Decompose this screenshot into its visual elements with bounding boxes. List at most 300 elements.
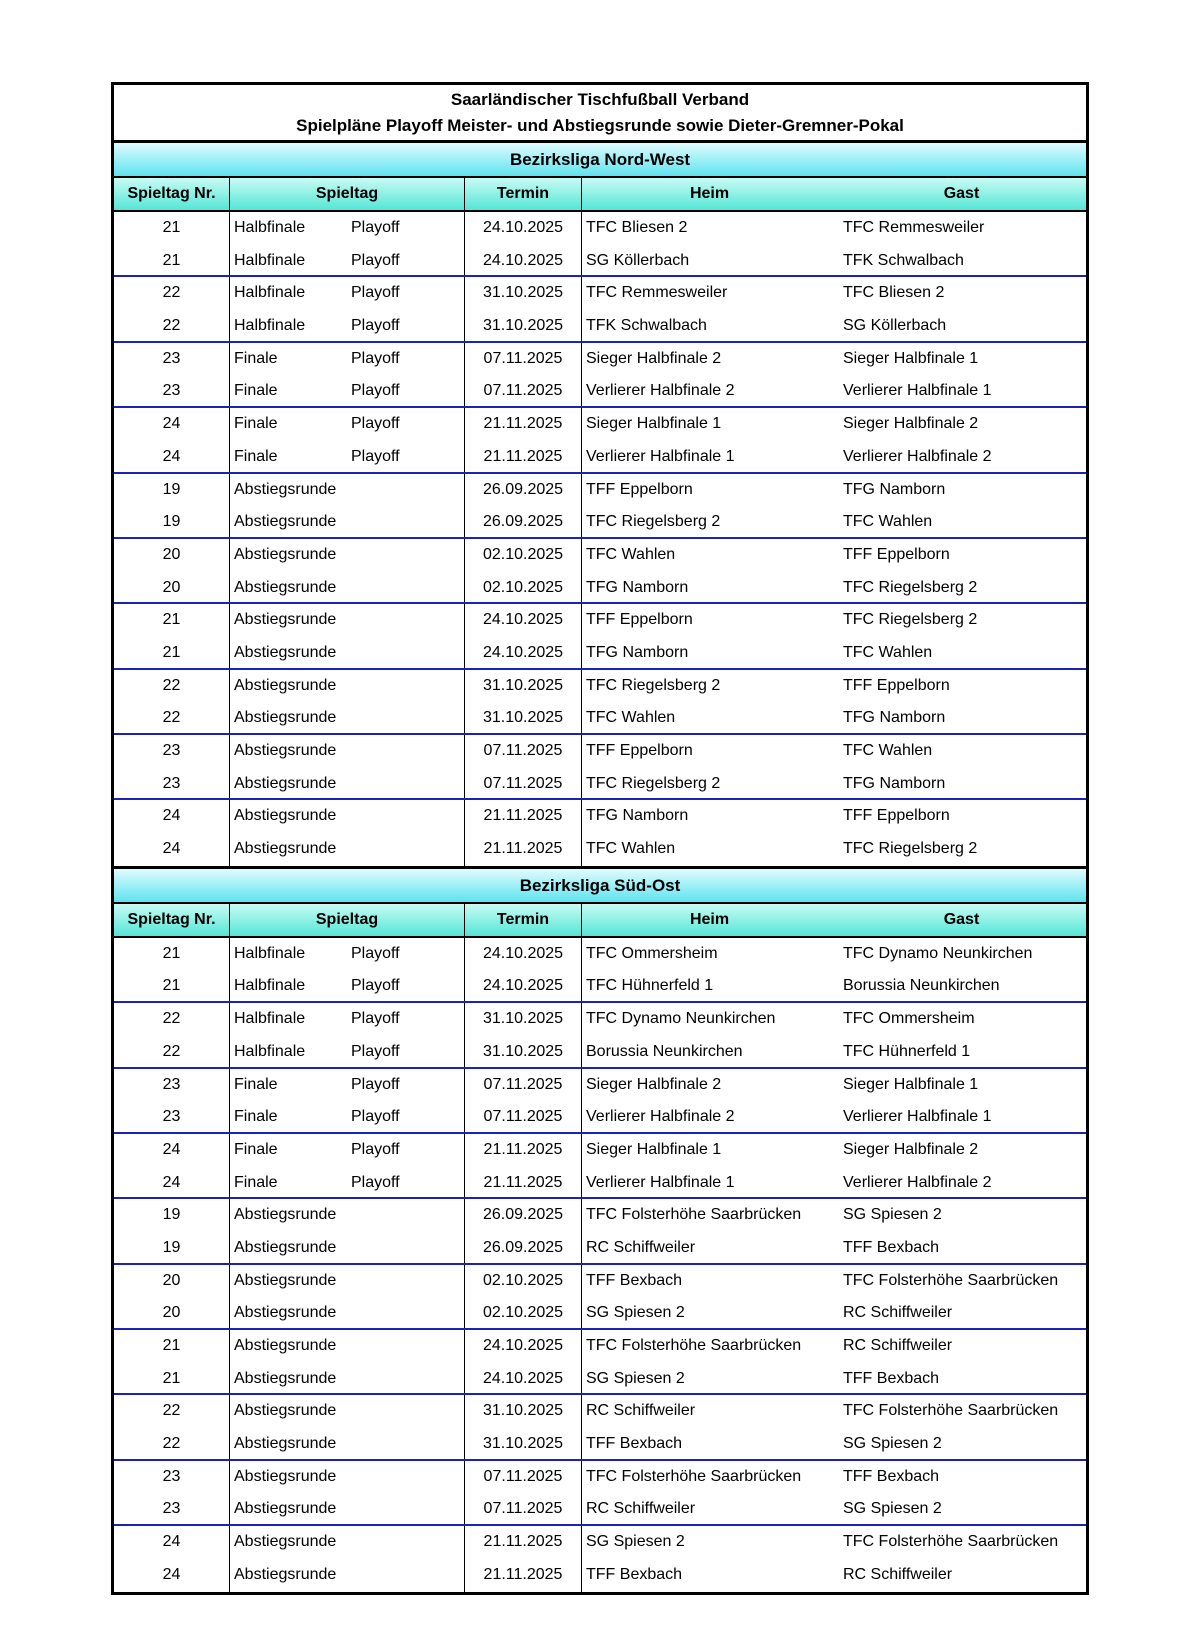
cell-termin: 21.11.2025 [465, 1526, 582, 1559]
cell-runde: Abstiegsrunde [234, 774, 337, 792]
cell-gast: TFF Eppelborn [843, 807, 950, 825]
cell-runde: Finale [234, 1140, 278, 1158]
cell-gast: Verlierer Halbfinale 2 [843, 1173, 992, 1191]
cell-termin: 26.09.2025 [465, 1232, 582, 1263]
table-row [114, 938, 1086, 971]
cell-typ: Playoff [351, 284, 400, 302]
cell-runde: Abstiegsrunde [234, 513, 337, 531]
cell-gast: SG Spiesen 2 [843, 1435, 942, 1453]
cell-spieltag [230, 637, 465, 668]
cell-spieltag [230, 1134, 465, 1167]
cell-runde: Halbfinale [234, 284, 306, 302]
cell-spieltag-nr: 22 [114, 1428, 230, 1459]
cell-termin: 21.11.2025 [465, 1167, 582, 1198]
table-row [114, 833, 1086, 866]
cell-runde: Abstiegsrunde [234, 1369, 337, 1387]
cell-termin: 24.10.2025 [465, 212, 582, 245]
table-row [114, 604, 1086, 637]
cell-heim: TFC Folsterhöhe Saarbrücken [586, 1467, 802, 1485]
cell-termin: 31.10.2025 [465, 310, 582, 341]
cell-gast: TFC Dynamo Neunkirchen [843, 944, 1033, 962]
cell-spieltag-nr: 23 [114, 1101, 230, 1132]
cell-runde: Finale [234, 382, 278, 400]
cell-typ: Playoff [351, 415, 400, 433]
cell-heim: TFF Bexbach [586, 1435, 683, 1453]
cell-spieltag [230, 938, 465, 971]
column-header-termin: Termin [465, 904, 582, 936]
cell-typ: Playoff [351, 1042, 400, 1060]
cell-spieltag-nr: 22 [114, 670, 230, 703]
column-header-spieltag-nr: Spieltag Nr. [114, 904, 230, 936]
cell-heim: RC Schiffweiler [586, 1402, 696, 1420]
cell-gast: TFC Wahlen [843, 513, 933, 531]
cell-typ: Playoff [351, 1140, 400, 1158]
column-header-row [114, 178, 1086, 212]
table-row [114, 1461, 1086, 1494]
cell-runde: Abstiegsrunde [234, 1533, 337, 1551]
cell-gast: RC Schiffweiler [843, 1337, 953, 1354]
cell-termin: 31.10.2025 [465, 1003, 582, 1036]
cell-spieltag [230, 1003, 465, 1036]
cell-heim: TFC Wahlen [586, 545, 676, 563]
cell-runde: Abstiegsrunde [234, 840, 337, 858]
cell-termin: 02.10.2025 [465, 1297, 582, 1328]
cell-runde: Halbfinale [234, 944, 306, 962]
table-row [114, 245, 1086, 278]
cell-termin: 24.10.2025 [465, 604, 582, 637]
cell-spieltag-nr: 23 [114, 1069, 230, 1102]
cell-heim: Sieger Halbfinale 2 [586, 1075, 722, 1093]
cell-heim: SG Spiesen 2 [586, 1304, 685, 1322]
cell-spieltag [230, 735, 465, 768]
cell-runde: Abstiegsrunde [234, 578, 337, 596]
cell-heim: Sieger Halbfinale 2 [586, 349, 722, 367]
cell-termin: 31.10.2025 [465, 1036, 582, 1067]
table-row [114, 1036, 1086, 1069]
cell-gast: TFG Namborn [843, 774, 946, 792]
cell-termin: 07.11.2025 [465, 1069, 582, 1102]
cell-runde: Abstiegsrunde [234, 807, 337, 825]
cell-termin: 26.09.2025 [465, 1199, 582, 1232]
cell-spieltag-nr: 19 [114, 506, 230, 537]
table-row [114, 474, 1086, 507]
cell-spieltag-nr: 24 [114, 1559, 230, 1592]
table-row [114, 1101, 1086, 1134]
cell-gast: TFF Bexbach [843, 1238, 940, 1256]
cell-heim: Verlierer Halbfinale 1 [586, 1173, 735, 1191]
cell-heim: TFK Schwalbach [586, 317, 707, 335]
cell-runde: Finale [234, 1108, 278, 1126]
cell-spieltag-nr: 21 [114, 1363, 230, 1394]
section-title: Bezirksliga Süd-Ost [114, 866, 1086, 904]
cell-heim: TFF Eppelborn [586, 480, 693, 498]
cell-spieltag-nr: 21 [114, 604, 230, 637]
cell-typ: Playoff [351, 1010, 400, 1028]
table-row [114, 1134, 1086, 1167]
cell-typ: Playoff [351, 251, 400, 269]
cell-runde: Abstiegsrunde [234, 643, 337, 661]
cell-runde: Halbfinale [234, 251, 306, 269]
cell-spieltag [230, 1199, 465, 1232]
table-row [114, 1559, 1086, 1592]
cell-termin: 07.11.2025 [465, 735, 582, 768]
table-row [114, 970, 1086, 1003]
column-header-spieltag-nr: Spieltag Nr. [114, 178, 230, 210]
cell-gast: TFG Namborn [843, 709, 946, 727]
cell-gast: TFC Riegelsberg 2 [843, 840, 978, 858]
cell-gast: SG Spiesen 2 [843, 1500, 942, 1518]
cell-spieltag-nr: 23 [114, 1493, 230, 1524]
cell-typ: Playoff [351, 944, 400, 962]
cell-spieltag-nr: 23 [114, 768, 230, 799]
cell-spieltag-nr: 24 [114, 1526, 230, 1559]
cell-runde: Abstiegsrunde [234, 545, 337, 563]
table-row [114, 343, 1086, 376]
table-row [114, 1395, 1086, 1428]
cell-runde: Halbfinale [234, 219, 306, 236]
cell-spieltag-nr: 24 [114, 441, 230, 472]
cell-gast: TFC Wahlen [843, 643, 933, 661]
cell-termin: 31.10.2025 [465, 670, 582, 703]
cell-runde: Abstiegsrunde [234, 742, 337, 759]
table-row [114, 212, 1086, 245]
cell-spieltag [230, 1526, 465, 1559]
cell-heim: Borussia Neunkirchen [586, 1042, 743, 1060]
table-row [114, 1363, 1086, 1396]
table-row [114, 1265, 1086, 1298]
cell-spieltag [230, 539, 465, 572]
cell-spieltag [230, 1363, 465, 1394]
document-title: Saarländischer Tischfußball Verband [450, 90, 750, 109]
cell-runde: Abstiegsrunde [234, 611, 337, 629]
cell-spieltag [230, 604, 465, 637]
column-header-heim: Heim [689, 185, 730, 202]
cell-termin: 02.10.2025 [465, 572, 582, 603]
cell-spieltag-nr: 21 [114, 938, 230, 971]
cell-termin: 07.11.2025 [465, 1461, 582, 1494]
cell-termin: 31.10.2025 [465, 1395, 582, 1428]
cell-spieltag [230, 1461, 465, 1494]
cell-spieltag-nr: 24 [114, 833, 230, 866]
cell-runde: Abstiegsrunde [234, 480, 337, 498]
cell-spieltag [230, 970, 465, 1001]
cell-heim: SG Köllerbach [586, 251, 690, 269]
cell-gast: SG Köllerbach [843, 317, 947, 335]
cell-heim: TFF Eppelborn [586, 611, 693, 629]
cell-gast: TFC Hühnerfeld 1 [843, 1042, 971, 1060]
cell-gast: TFC Bliesen 2 [843, 284, 945, 302]
cell-gast: Verlierer Halbfinale 2 [843, 447, 992, 465]
cell-termin: 02.10.2025 [465, 1265, 582, 1298]
cell-spieltag-nr: 24 [114, 800, 230, 833]
cell-termin: 07.11.2025 [465, 1101, 582, 1132]
cell-spieltag-nr: 19 [114, 1199, 230, 1232]
cell-heim: SG Spiesen 2 [586, 1533, 685, 1551]
cell-gast: TFK Schwalbach [843, 251, 964, 269]
cell-spieltag-nr: 22 [114, 702, 230, 733]
cell-spieltag-nr: 23 [114, 343, 230, 376]
table-row [114, 1232, 1086, 1265]
cell-gast: TFC Riegelsberg 2 [843, 611, 978, 629]
cell-runde: Finale [234, 415, 278, 433]
cell-runde: Abstiegsrunde [234, 1402, 337, 1420]
cell-spieltag-nr: 22 [114, 310, 230, 341]
cell-heim: TFG Namborn [586, 807, 689, 825]
cell-termin: 07.11.2025 [465, 343, 582, 376]
cell-spieltag-nr: 20 [114, 1297, 230, 1328]
cell-spieltag-nr: 21 [114, 245, 230, 276]
cell-heim: TFC Wahlen [586, 709, 676, 727]
column-header-spieltag: Spieltag [230, 178, 465, 210]
cell-spieltag [230, 1036, 465, 1067]
cell-runde: Abstiegsrunde [234, 1238, 337, 1256]
cell-gast: TFC Ommersheim [843, 1010, 975, 1028]
table-row [114, 572, 1086, 605]
cell-spieltag [230, 1069, 465, 1102]
table-row [114, 1199, 1086, 1232]
cell-spieltag [230, 441, 465, 472]
section-title: Bezirksliga Nord-West [114, 143, 1086, 178]
cell-spieltag-nr: 23 [114, 735, 230, 768]
cell-termin: 24.10.2025 [465, 1363, 582, 1394]
table-row [114, 1526, 1086, 1559]
cell-gast: TFF Bexbach [843, 1369, 940, 1387]
cell-heim: Verlierer Halbfinale 1 [586, 447, 735, 465]
table-row [114, 408, 1086, 441]
cell-spieltag-nr: 19 [114, 1232, 230, 1263]
cell-gast: Verlierer Halbfinale 1 [843, 1108, 992, 1126]
cell-runde: Finale [234, 1075, 278, 1093]
cell-spieltag [230, 768, 465, 799]
cell-gast: Sieger Halbfinale 1 [843, 1075, 979, 1093]
table-row [114, 735, 1086, 768]
cell-spieltag [230, 1493, 465, 1524]
cell-gast: TFC Folsterhöhe Saarbrücken [843, 1271, 1059, 1289]
cell-termin: 21.11.2025 [465, 800, 582, 833]
column-header-gast: Gast [943, 910, 980, 928]
cell-runde: Abstiegsrunde [234, 1206, 337, 1224]
cell-spieltag [230, 343, 465, 376]
cell-spieltag-nr: 20 [114, 572, 230, 603]
cell-termin: 31.10.2025 [465, 277, 582, 310]
table-row [114, 506, 1086, 539]
cell-typ: Playoff [351, 1173, 400, 1191]
cell-gast: TFG Namborn [843, 480, 946, 498]
cell-spieltag-nr: 23 [114, 375, 230, 406]
cell-heim: SG Spiesen 2 [586, 1369, 685, 1387]
cell-typ: Playoff [351, 382, 400, 400]
cell-termin: 21.11.2025 [465, 1134, 582, 1167]
title-block [114, 85, 1086, 143]
cell-runde: Abstiegsrunde [234, 1467, 337, 1485]
cell-runde: Finale [234, 1173, 278, 1191]
column-header-termin: Termin [465, 178, 582, 210]
table-row [114, 539, 1086, 572]
cell-heim: TFC Wahlen [586, 840, 676, 858]
table-row [114, 768, 1086, 801]
cell-termin: 21.11.2025 [465, 833, 582, 866]
cell-gast: Sieger Halbfinale 2 [843, 415, 979, 433]
cell-runde: Abstiegsrunde [234, 709, 337, 727]
cell-gast: TFC Folsterhöhe Saarbrücken [843, 1402, 1059, 1420]
cell-spieltag [230, 408, 465, 441]
column-header-row [114, 904, 1086, 938]
cell-typ: Playoff [351, 447, 400, 465]
cell-spieltag [230, 1330, 465, 1363]
table-row [114, 702, 1086, 735]
cell-runde: Halbfinale [234, 1010, 306, 1028]
cell-heim: TFC Bliesen 2 [586, 219, 688, 236]
cell-runde: Abstiegsrunde [234, 1304, 337, 1322]
column-header-spieltag: Spieltag [230, 904, 465, 936]
schedule-sheet [111, 82, 1089, 1595]
cell-spieltag [230, 1167, 465, 1198]
cell-spieltag-nr: 22 [114, 1036, 230, 1067]
cell-runde: Halbfinale [234, 317, 306, 335]
cell-heim: Verlierer Halbfinale 2 [586, 382, 735, 400]
cell-heim: Verlierer Halbfinale 2 [586, 1108, 735, 1126]
cell-spieltag [230, 1265, 465, 1298]
cell-spieltag-nr: 20 [114, 1265, 230, 1298]
cell-termin: 21.11.2025 [465, 408, 582, 441]
cell-heim: TFC Folsterhöhe Saarbrücken [586, 1206, 802, 1224]
cell-gast: Sieger Halbfinale 1 [843, 349, 979, 367]
cell-gast: TFF Eppelborn [843, 545, 950, 563]
table-row [114, 637, 1086, 670]
cell-termin: 02.10.2025 [465, 539, 582, 572]
cell-spieltag-nr: 21 [114, 970, 230, 1001]
column-header-gast: Gast [943, 185, 980, 202]
cell-gast: Sieger Halbfinale 2 [843, 1140, 979, 1158]
cell-gast: Verlierer Halbfinale 1 [843, 382, 992, 400]
cell-runde: Abstiegsrunde [234, 1337, 337, 1354]
cell-termin: 21.11.2025 [465, 1559, 582, 1592]
table-row [114, 1003, 1086, 1036]
cell-typ: Playoff [351, 977, 400, 995]
cell-heim: TFF Bexbach [586, 1271, 683, 1289]
table-row [114, 310, 1086, 343]
cell-heim: TFC Riegelsberg 2 [586, 676, 721, 694]
cell-spieltag [230, 1297, 465, 1328]
table-row [114, 1330, 1086, 1363]
cell-gast: TFC Remmesweiler [843, 219, 985, 236]
cell-termin: 21.11.2025 [465, 441, 582, 472]
cell-termin: 24.10.2025 [465, 1330, 582, 1363]
cell-spieltag-nr: 21 [114, 637, 230, 668]
cell-spieltag-nr: 21 [114, 1330, 230, 1363]
cell-heim: Sieger Halbfinale 1 [586, 415, 722, 433]
cell-gast: RC Schiffweiler [843, 1565, 953, 1583]
cell-heim: Sieger Halbfinale 1 [586, 1140, 722, 1158]
cell-spieltag [230, 702, 465, 733]
cell-spieltag [230, 1428, 465, 1459]
table-row [114, 375, 1086, 408]
cell-spieltag [230, 506, 465, 537]
table-row [114, 800, 1086, 833]
cell-heim: RC Schiffweiler [586, 1500, 696, 1518]
cell-heim: TFC Riegelsberg 2 [586, 774, 721, 792]
cell-termin: 07.11.2025 [465, 768, 582, 799]
cell-spieltag [230, 1101, 465, 1132]
cell-gast: SG Spiesen 2 [843, 1206, 942, 1224]
cell-spieltag-nr: 21 [114, 212, 230, 245]
cell-heim: TFC Remmesweiler [586, 284, 728, 302]
cell-runde: Abstiegsrunde [234, 676, 337, 694]
table-row [114, 441, 1086, 474]
cell-heim: TFG Namborn [586, 578, 689, 596]
cell-runde: Finale [234, 349, 278, 367]
cell-spieltag [230, 1559, 465, 1592]
cell-typ: Playoff [351, 1108, 400, 1126]
cell-termin: 07.11.2025 [465, 375, 582, 406]
cell-termin: 26.09.2025 [465, 474, 582, 507]
cell-spieltag [230, 833, 465, 866]
cell-spieltag [230, 245, 465, 276]
sections-container [114, 143, 1086, 1592]
cell-spieltag-nr: 24 [114, 1167, 230, 1198]
cell-runde: Abstiegsrunde [234, 1500, 337, 1518]
cell-spieltag [230, 375, 465, 406]
column-header-heim: Heim [689, 910, 730, 928]
cell-gast: TFC Folsterhöhe Saarbrücken [843, 1533, 1059, 1551]
table-row [114, 670, 1086, 703]
cell-runde: Halbfinale [234, 1042, 306, 1060]
cell-termin: 24.10.2025 [465, 970, 582, 1001]
cell-heim: RC Schiffweiler [586, 1238, 696, 1256]
cell-spieltag-nr: 24 [114, 1134, 230, 1167]
table-row [114, 1428, 1086, 1461]
cell-heim: TFC Riegelsberg 2 [586, 513, 721, 531]
cell-runde: Abstiegsrunde [234, 1271, 337, 1289]
cell-typ: Playoff [351, 317, 400, 335]
cell-heim: TFC Ommersheim [586, 944, 718, 962]
cell-runde: Abstiegsrunde [234, 1435, 337, 1453]
cell-runde: Finale [234, 447, 278, 465]
cell-spieltag-nr: 20 [114, 539, 230, 572]
document-subtitle: Spielpläne Playoff Meister- und Abstiegsrunde sowie Dieter-Gremner-Pokal [296, 116, 904, 135]
cell-typ: Playoff [351, 349, 400, 367]
cell-gast: TFF Eppelborn [843, 676, 950, 694]
cell-spieltag [230, 474, 465, 507]
cell-runde: Halbfinale [234, 977, 306, 995]
cell-termin: 31.10.2025 [465, 1428, 582, 1459]
cell-spieltag [230, 572, 465, 603]
cell-spieltag-nr: 22 [114, 1395, 230, 1428]
cell-spieltag [230, 212, 465, 245]
cell-gast: TFC Wahlen [843, 742, 933, 759]
cell-spieltag [230, 1232, 465, 1263]
cell-spieltag [230, 310, 465, 341]
table-row [114, 1167, 1086, 1200]
cell-heim: TFC Dynamo Neunkirchen [586, 1010, 776, 1028]
cell-heim: TFC Hühnerfeld 1 [586, 977, 714, 995]
cell-typ: Playoff [351, 219, 400, 236]
cell-runde: Abstiegsrunde [234, 1565, 337, 1583]
cell-spieltag-nr: 19 [114, 474, 230, 507]
table-row [114, 1297, 1086, 1330]
cell-gast: Borussia Neunkirchen [843, 977, 1000, 995]
table-row [114, 277, 1086, 310]
cell-termin: 07.11.2025 [465, 1493, 582, 1524]
cell-typ: Playoff [351, 1075, 400, 1093]
cell-heim: TFC Folsterhöhe Saarbrücken [586, 1337, 802, 1354]
cell-termin: 24.10.2025 [465, 245, 582, 276]
cell-heim: TFF Eppelborn [586, 742, 693, 759]
cell-spieltag [230, 1395, 465, 1428]
cell-termin: 31.10.2025 [465, 702, 582, 733]
cell-spieltag [230, 277, 465, 310]
cell-gast: RC Schiffweiler [843, 1304, 953, 1322]
